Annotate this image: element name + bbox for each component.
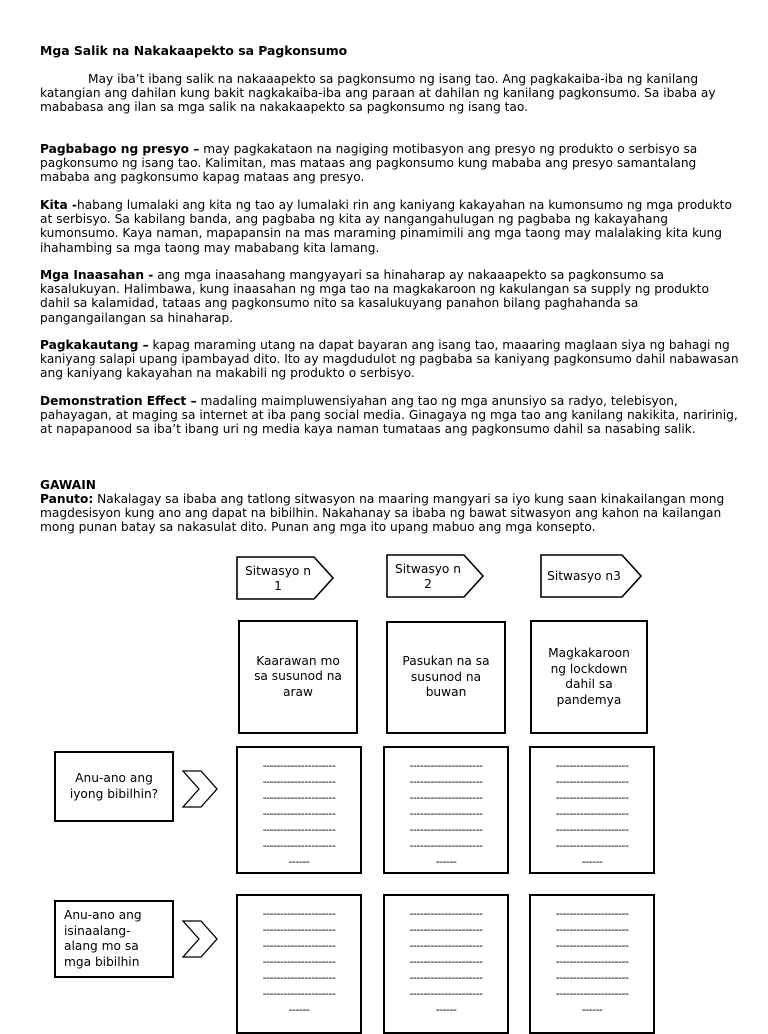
answer-line: --------------------- bbox=[262, 791, 336, 804]
page-title: Mga Salik na Nakakaapekto sa Pagkonsumo bbox=[40, 43, 348, 58]
factor-income bbox=[40, 198, 740, 255]
answer-line: --------------------- bbox=[409, 791, 483, 804]
answer-line: --------------------- bbox=[555, 955, 629, 968]
panuto-label: Panuto: bbox=[40, 492, 94, 506]
factor-term: Pagbabago ng presyo – bbox=[40, 142, 200, 156]
answer-line: --------------------- bbox=[262, 759, 336, 772]
factor-demonstration bbox=[40, 394, 740, 437]
situation-box-3: Magkakaroon ng lockdown dahil sa pandemya bbox=[530, 620, 648, 734]
factor-text: madaling maimpluwensiyahan ang tao ng mga anunsiyo sa radyo, telebisyon, pahayagan, at maging sa internet at iba pang social media. Ginagaya ng mga tao ang kanilang nakikita, naririnig, at napapanood sa iba’t ibang uri ng media kaya naman tumataas ang pagkonsumo dahil sa nasabing salik. bbox=[40, 394, 738, 437]
answer-line: --------------------- bbox=[409, 923, 483, 936]
answer-line: --------------------- bbox=[262, 823, 336, 836]
answer-line: --------------------- bbox=[555, 791, 629, 804]
answer-line: --------------------- bbox=[555, 987, 629, 1000]
answer-line: --------------------- bbox=[555, 907, 629, 920]
factor-text: may pagkakataon na nagiging motibasyon ang presyo ng produkto o serbisyo sa pagkonsumo ng isang tao. Kalimitan, mas mataas ang pagkonsumo kung mababa ang presyo samantalang mababa ang pagkonsumo kapag mataas ang presyo. bbox=[40, 142, 698, 185]
answer-line: --------------------- bbox=[555, 923, 629, 936]
answer-line: ------ bbox=[581, 1003, 603, 1016]
answer-line: --------------------- bbox=[555, 807, 629, 820]
answer-line: ------ bbox=[288, 855, 310, 868]
answer-line: --------------------- bbox=[262, 839, 336, 852]
answer-line: --------------------- bbox=[262, 923, 336, 936]
answer-line: ------ bbox=[435, 855, 457, 868]
tag-label: Sitwasyo n 1 bbox=[245, 563, 311, 593]
answer-line: --------------------- bbox=[409, 987, 483, 1000]
question-box-2: Anu-ano ang isinaalang-alang mo sa mga bibilhin bbox=[54, 900, 174, 978]
factor-term: Pagkakautang – bbox=[40, 338, 149, 352]
answer-line: --------------------- bbox=[262, 971, 336, 984]
factor-expectations bbox=[40, 268, 740, 325]
answer-line: --------------------- bbox=[555, 939, 629, 952]
factor-term: Demonstration Effect – bbox=[40, 394, 197, 408]
answer-box-2-1[interactable] bbox=[236, 894, 362, 1034]
answer-line: --------------------- bbox=[555, 759, 629, 772]
gawain-heading: GAWAIN bbox=[40, 478, 96, 492]
answer-line: --------------------- bbox=[262, 939, 336, 952]
answer-line: --------------------- bbox=[409, 823, 483, 836]
answer-line: --------------------- bbox=[262, 955, 336, 968]
answer-line: --------------------- bbox=[262, 987, 336, 1000]
panuto-paragraph bbox=[40, 492, 740, 535]
intro-paragraph: May iba’t ibang salik na nakaaapekto sa pagkonsumo ng isang tao. Ang pagkakaiba-iba ng kanilang katangian ang dahilan kung bakit nagkakaiba-iba ang paraan at dahilan ng kanilang pagkonsumo. Sa ibaba ay mababasa ang ilan sa mga salik na nakakaapekto sa pagkonsumo ng isang tao. bbox=[40, 72, 716, 115]
factor-price bbox=[40, 142, 740, 185]
answer-line: --------------------- bbox=[555, 971, 629, 984]
factor-text: ang mga inaasahang mangyayari sa hinaharap ay nakaaapekto sa pagkonsumo sa kasalukuyan. Halimbawa, kung inaasahan ng mga tao na magkakaroon ng kakulangan sa supply ng produkto dahil sa kalamidad, tataas ang pagkonsumo nito sa kasalukuyang panahon bilang paghahanda sa pangangailangan sa hinaharap. bbox=[40, 268, 709, 325]
answer-box-2-3[interactable] bbox=[529, 894, 655, 1034]
answer-line: --------------------- bbox=[555, 775, 629, 788]
answer-box-1-2[interactable] bbox=[383, 746, 509, 874]
answer-line: ------ bbox=[581, 855, 603, 868]
question-box-1: Anu-ano ang iyong bibilhin? bbox=[54, 751, 174, 822]
answer-line: --------------------- bbox=[409, 759, 483, 772]
panuto-text: Nakalagay sa ibaba ang tatlong sitwasyon na maaring mangyari sa iyo kung saan kinakailangan mong magdesisyon kung ano ang dapat na bibilhin. Nakahanay sa ibaba ng bawat sitwasyon ang kahon na kailangan mong punan batay sa nakasulat dito. Punan ang mga ito upang mabuo ang mga konsepto. bbox=[40, 492, 725, 535]
factor-debt bbox=[40, 338, 740, 381]
answer-line: --------------------- bbox=[262, 807, 336, 820]
answer-line: --------------------- bbox=[555, 823, 629, 836]
tag-label: Sitwasyo n3 bbox=[547, 569, 621, 584]
factor-text: kapag maraming utang na dapat bayaran ang isang tao, maaaring maglaan siya ng bahagi ng kaniyang salapi upang ipambayad dito. Ito ay magdudulot ng pagbaba sa kaniyang pagkonsumo dahil nabawasan ang kaniyang kakayahan na makabili ng produkto o serbisyo. bbox=[40, 338, 739, 381]
tag-label: Sitwasyo n 2 bbox=[395, 561, 461, 591]
answer-line: --------------------- bbox=[409, 971, 483, 984]
factor-term: Kita - bbox=[40, 198, 77, 212]
answer-line: --------------------- bbox=[409, 807, 483, 820]
chevron-right-icon bbox=[182, 920, 222, 960]
answer-line: --------------------- bbox=[409, 839, 483, 852]
answer-line: ------ bbox=[435, 1003, 457, 1016]
factor-term: Mga Inaasahan - bbox=[40, 268, 154, 282]
answer-line: --------------------- bbox=[409, 775, 483, 788]
factor-text: habang lumalaki ang kita ng tao ay lumalaki rin ang kaniyang kakayahan na kumonsumo ng mga produkto at serbisyo. Sa kabilang banda, ang pagbaba ng kita ay nangangahulugan ng pagbaba ng kakayahang kumonsumo. Kaya naman, mapapansin na mas maraming pinamimili ang mga taong may malalaking kita kung ihahambing sa mga taong may mababang kita lamang. bbox=[40, 198, 732, 255]
answer-line: --------------------- bbox=[409, 955, 483, 968]
answer-line: --------------------- bbox=[262, 907, 336, 920]
situation-box-2: Pasukan na sa susunod na buwan bbox=[386, 621, 506, 734]
answer-line: --------------------- bbox=[262, 775, 336, 788]
answer-box-1-3[interactable] bbox=[529, 746, 655, 874]
situation-box-1: Kaarawan mo sa susunod na araw bbox=[238, 620, 358, 734]
answer-box-2-2[interactable] bbox=[383, 894, 509, 1034]
answer-line: --------------------- bbox=[555, 839, 629, 852]
answer-line: ------ bbox=[288, 1003, 310, 1016]
answer-line: --------------------- bbox=[409, 939, 483, 952]
answer-box-1-1[interactable] bbox=[236, 746, 362, 874]
chevron-right-icon bbox=[182, 770, 222, 810]
answer-line: --------------------- bbox=[409, 907, 483, 920]
